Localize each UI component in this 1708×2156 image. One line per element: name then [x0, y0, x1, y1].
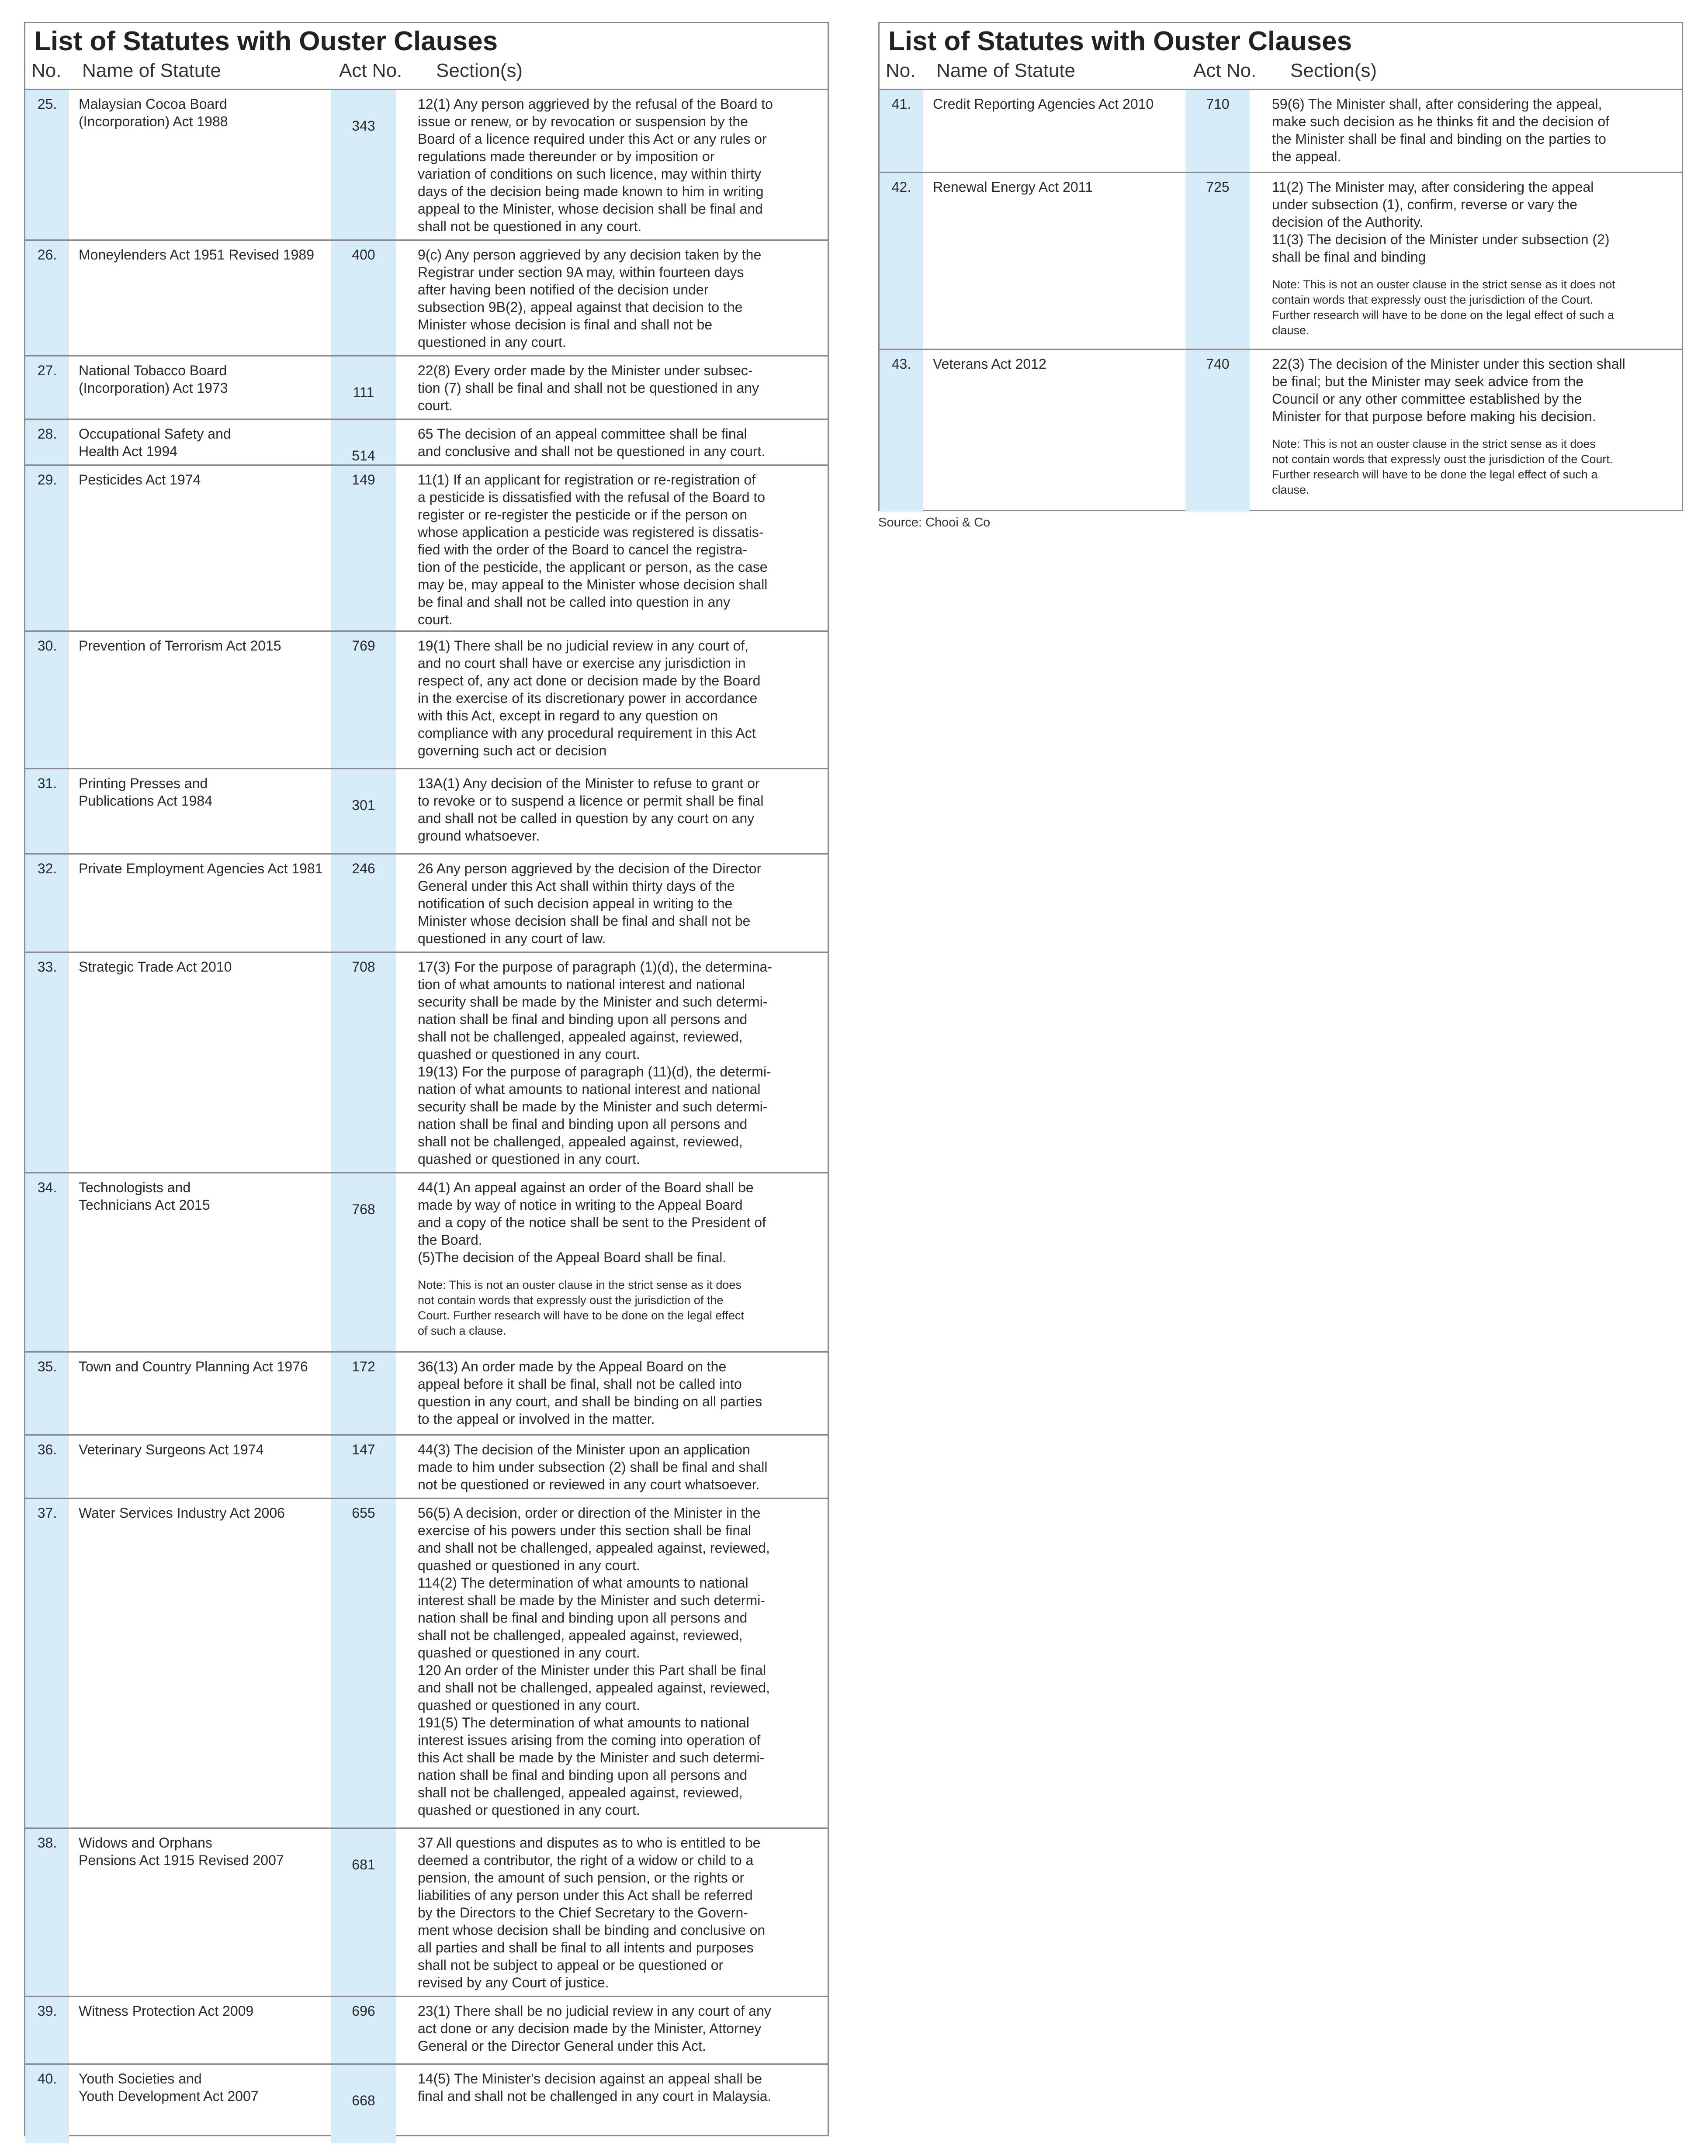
section-clause: 17(3) For the purpose of paragraph (1)(d), the determina- tion of what amounts to national interest and national security shall be made by the Minister and such determi- nation shall be final and binding upon all persons and shall not be challenged, appealed against, reviewed, quashed or questioned in any court. [418, 959, 773, 1062]
act-number: 172 [352, 1359, 375, 1374]
table-row [25, 1829, 828, 1997]
table-row [25, 953, 828, 1173]
table-row [25, 241, 828, 356]
statute-name: National Tobacco Board (Incorporation) Act 1973 [79, 363, 228, 396]
statute-name: Technologists and Technicians Act 2015 [79, 1180, 210, 1213]
statute-name: Veterans Act 2012 [933, 356, 1046, 372]
no-column-shade [25, 1173, 69, 1351]
section-text [418, 2002, 824, 2055]
section-clause: 14(5) The Minister's decision against an appeal shall be final and shall not be challenged in any court in Malaysia. [418, 2071, 772, 2104]
no-column-shade [25, 466, 69, 630]
act-number: 696 [352, 2003, 375, 2019]
table-header [880, 23, 1682, 90]
table-row [25, 1353, 828, 1436]
section-text [418, 860, 824, 947]
column-header-no: No. [886, 60, 916, 81]
row-number: 28. [37, 426, 57, 442]
column-header-no: No. [31, 60, 62, 81]
section-note: Note: This is not an ouster clause in the strict sense as it does not contain words that expressly oust the jurisdiction of the Court. Further research will have to be done on the legal effect of such a clause. [418, 1278, 744, 1337]
row-number: 43. [891, 356, 911, 372]
no-column-shade [25, 1829, 69, 1996]
act-column-shade [1185, 350, 1250, 512]
section-clause: 44(1) An appeal against an order of the Board shall be made by way of notice in writing to the Appeal Board and a copy of the notice shall be sent to the President of the Board. [418, 1180, 766, 1248]
row-number: 30. [37, 638, 57, 654]
section-clause: 19(1) There shall be no judicial review in any court of, and no court shall have or exercise any jurisdiction in respect of, any act done or decision made by the Board in the exercise of its discretionary power in accordance with this Act, except in regard to any question on compliance with any procedural requirement in this Act governing such act or decision [418, 638, 761, 758]
section-clause: 191(5) The determination of what amounts to national interest issues arising from the coming into operation of this Act shall be made by the Minister and such determi- nation shall be final and binding upon all persons and shall not be challenged, appealed against, reviewed, quashed or questioned in any court. [418, 1715, 765, 1818]
section-text [418, 246, 824, 351]
section-clause: 12(1) Any person aggrieved by the refusal of the Board to issue or renew, or by revocation or suspension by the Board of a licence required under this Act or any rules or regulations made thereunder or by imposition or variation of conditions on such licence, may within thirty days of the decision being made known to him in writing appeal to the Minister, whose decision shall be final and shall not be questioned in any court. [418, 96, 773, 234]
section-note: Note: This is not an ouster clause in the strict sense as it does not contain words that expressly oust the jurisdiction of the Court. Further research will have to be done the legal effect of such a clause. [1272, 437, 1613, 496]
section-text [418, 1358, 824, 1428]
statute-name: Widows and Orphans Pensions Act 1915 Revised 2007 [79, 1835, 284, 1868]
act-column-shade [331, 90, 396, 239]
row-number: 31. [37, 775, 57, 791]
statute-name: Water Services Industry Act 2006 [79, 1505, 285, 1521]
row-number: 41. [891, 96, 911, 112]
table-row [25, 632, 828, 769]
act-column-shade [331, 1499, 396, 1827]
act-number: 400 [352, 247, 375, 263]
column-header-act: Act No. [1193, 60, 1257, 81]
section-text [418, 1834, 824, 1991]
act-number: 740 [1206, 356, 1230, 372]
statute-name: Printing Presses and Publications Act 1984 [79, 775, 212, 809]
row-number: 35. [37, 1359, 57, 1374]
row-number: 37. [37, 1505, 57, 1521]
statutes-table-left [24, 22, 829, 2136]
section-clause: 37 All questions and disputes as to who is entitled to be deemed a contributor, the right of a widow or child to a pension, the amount of such pension, or the rights or liabilities of any person under this Act shall be referred by the Directors to the Chief Secretary to the Govern- ment whose decision shall be binding and conclusive on all parties and shall be final to all intents and purposes shall not be subject to appeal or be questioned or revised by any Court of justice. [418, 1835, 766, 1990]
table-row [25, 1173, 828, 1353]
act-number: 768 [352, 1201, 375, 1217]
statute-name: Renewal Energy Act 2011 [933, 179, 1093, 195]
section-clause: 11(1) If an applicant for registration or re-registration of a pesticide is dissatisfied with the refusal of the Board to register or re-register the pesticide or if the person on whose application a pesticide was registered is dissatis- fied with the order of the Board to cancel the registra- tion of the pesticide, the applicant or person, as the case may be, may appeal to the Minister whose decision shall be final and shall not be called into question in any court. [418, 472, 768, 627]
act-number: 681 [352, 1857, 375, 1872]
act-number: 149 [352, 472, 375, 488]
table-body [880, 90, 1682, 512]
table-row [25, 356, 828, 420]
act-number: 246 [352, 861, 375, 876]
statute-name: Veterinary Surgeons Act 1974 [79, 1442, 264, 1457]
section-clause: 65 The decision of an appeal committee shall be final and conclusive and shall not be questioned in any court. [418, 426, 766, 459]
no-column-shade [880, 173, 923, 349]
section-text [418, 1179, 824, 1339]
table-row [25, 1997, 828, 2065]
row-number: 36. [37, 1442, 57, 1457]
statute-name: Town and Country Planning Act 1976 [79, 1359, 308, 1374]
table-row [880, 90, 1682, 173]
table-row [25, 466, 828, 632]
statute-name: Prevention of Terrorism Act 2015 [79, 638, 281, 654]
act-column-shade [331, 953, 396, 1172]
row-number: 38. [37, 1835, 57, 1851]
section-clause: 36(13) An order made by the Appeal Board on the appeal before it shall be final, shall not be called into question in any court, and shall be binding on all parties to the appeal or involved in the matter. [418, 1359, 762, 1427]
table-row [25, 1436, 828, 1499]
column-header-name: Name of Statute [936, 60, 1075, 81]
section-clause: 11(2) The Minister may, after considering the appeal under subsection (1), confirm, reverse or vary the decision of the Authority. [1272, 179, 1594, 230]
section-clause: 22(8) Every order made by the Minister under subsec- tion (7) shall be final and shall not be questioned in any court. [418, 363, 759, 413]
no-column-shade [880, 350, 923, 512]
table-row [25, 855, 828, 953]
row-number: 40. [37, 2071, 57, 2087]
section-text [418, 471, 824, 628]
act-number: 668 [352, 2093, 375, 2108]
section-text [418, 637, 824, 759]
section-text [418, 775, 824, 844]
row-number: 39. [37, 2003, 57, 2019]
section-clause: 56(5) A decision, order or direction of the Minister in the exercise of his powers under this section shall be final and shall not be challenged, appealed against, reviewed, quashed or questioned in any court. [418, 1505, 770, 1573]
row-number: 32. [37, 861, 57, 876]
page-title: List of Statutes with Ouster Clauses [34, 26, 498, 56]
section-clause: 23(1) There shall be no judicial review in any court of any act done or any decision made by the Minister, Attorney General or the Director General under this Act. [418, 2003, 771, 2054]
row-number: 27. [37, 363, 57, 378]
row-number: 42. [891, 179, 911, 195]
statute-name: Occupational Safety and Health Act 1994 [79, 426, 231, 459]
section-clause: 9(c) Any person aggrieved by any decision taken by the Registrar under section 9A may, within fourteen days after having been notified of the decision under subsection 9B(2), appeal against that decision to the Minister whose decision is final and shall not be questioned in any court. [418, 247, 762, 350]
row-number: 29. [37, 472, 57, 488]
section-text [1272, 355, 1678, 498]
row-number: 33. [37, 959, 57, 975]
source-note: Source: Chooi & Co [878, 516, 991, 529]
section-clause: 19(13) For the purpose of paragraph (11)(d), the determi- nation of what amounts to national interest and national security shall be made by the Minister and such determi- nation shall be final and binding upon all persons and shall not be challenged, appealed against, reviewed, quashed or questioned in any court. [418, 1064, 771, 1167]
table-row [25, 1499, 828, 1829]
table-header [25, 23, 828, 90]
row-number: 26. [37, 247, 57, 263]
row-number: 25. [37, 96, 57, 112]
section-text [418, 95, 824, 235]
act-number: 147 [352, 1442, 375, 1457]
table-body [25, 90, 828, 2143]
column-header-section: Section(s) [1290, 60, 1377, 81]
act-number: 769 [352, 638, 375, 654]
section-clause: (5)The decision of the Appeal Board shall be final. [418, 1249, 727, 1265]
section-text [418, 425, 824, 460]
statute-name: Malaysian Cocoa Board (Incorporation) Act 1988 [79, 96, 228, 129]
act-column-shade [331, 466, 396, 630]
act-number: 655 [352, 1505, 375, 1521]
statute-name: Youth Societies and Youth Development Act 2007 [79, 2071, 259, 2104]
statutes-table-right [878, 22, 1683, 511]
act-number: 343 [352, 118, 375, 134]
column-header-section: Section(s) [436, 60, 523, 81]
section-clause: 59(6) The Minister shall, after considering the appeal, make such decision as he thinks fit and the decision of the Minister shall be final and binding on the parties to the appeal. [1272, 96, 1609, 164]
act-number: 514 [352, 448, 375, 464]
act-number: 710 [1206, 96, 1230, 112]
row-number: 34. [37, 1180, 57, 1195]
statute-name: Pesticides Act 1974 [79, 472, 201, 488]
section-text [1272, 178, 1678, 338]
act-column-shade [331, 1829, 396, 1996]
statute-name: Private Employment Agencies Act 1981 [79, 861, 323, 876]
table-row [880, 173, 1682, 350]
act-number: 301 [352, 797, 375, 813]
section-text [418, 362, 824, 414]
section-note: Note: This is not an ouster clause in the strict sense as it does not contain words that expressly oust the jurisdiction of the Court. Further research will have to be done on the legal effect of such a clause. [1272, 278, 1615, 337]
section-text [418, 2070, 824, 2105]
column-header-act: Act No. [339, 60, 402, 81]
section-clause: 13A(1) Any decision of the Minister to refuse to grant or to revoke or to suspend a licence or permit shall be final and shall not be called in question by any court on any ground whatsoever. [418, 775, 764, 844]
act-number: 111 [353, 384, 374, 400]
table-row [25, 420, 828, 466]
section-text [418, 1441, 824, 1493]
statute-name: Moneylenders Act 1951 Revised 1989 [79, 247, 315, 263]
statute-name: Strategic Trade Act 2010 [79, 959, 232, 975]
section-clause: 120 An order of the Minister under this Part shall be final and shall not be challenged, appealed against, reviewed, quashed or questioned in any court. [418, 1662, 770, 1713]
act-number: 708 [352, 959, 375, 975]
page-title: List of Statutes with Ouster Clauses [888, 26, 1352, 56]
no-column-shade [25, 1499, 69, 1827]
section-clause: 22(3) The decision of the Minister under this section shall be final; but the Minister may seek advice from the Council or any other committee established by the Minister for that purpose before making his decision. [1272, 356, 1625, 424]
statute-name: Witness Protection Act 2009 [79, 2003, 254, 2019]
section-clause: 11(3) The decision of the Minister under subsection (2) shall be final and binding [1272, 232, 1610, 265]
statute-name: Credit Reporting Agencies Act 2010 [933, 96, 1154, 112]
act-number: 725 [1206, 179, 1230, 195]
section-clause: 114(2) The determination of what amounts to national interest shall be made by the Minister and such determi- nation shall be final and binding upon all persons and shall not be challenged, appealed against, reviewed, quashed or questioned in any court. [418, 1575, 766, 1661]
no-column-shade [25, 953, 69, 1172]
table-row [25, 769, 828, 855]
act-column-shade [1185, 173, 1250, 349]
table-row [880, 350, 1682, 512]
table-row [25, 2065, 828, 2143]
column-header-name: Name of Statute [82, 60, 221, 81]
section-text [418, 958, 824, 1168]
section-clause: 26 Any person aggrieved by the decision of the Director General under this Act shall within thirty days of the notification of such decision appeal in writing to the Minister whose decision shall be final and shall not be questioned in any court of law. [418, 861, 762, 946]
section-clause: 44(3) The decision of the Minister upon an application made to him under subsection (2) shall be final and shall not be questioned or reviewed in any court whatsoever. [418, 1442, 768, 1492]
table-row [25, 90, 828, 241]
section-text [1272, 95, 1678, 165]
section-text [418, 1504, 824, 1819]
